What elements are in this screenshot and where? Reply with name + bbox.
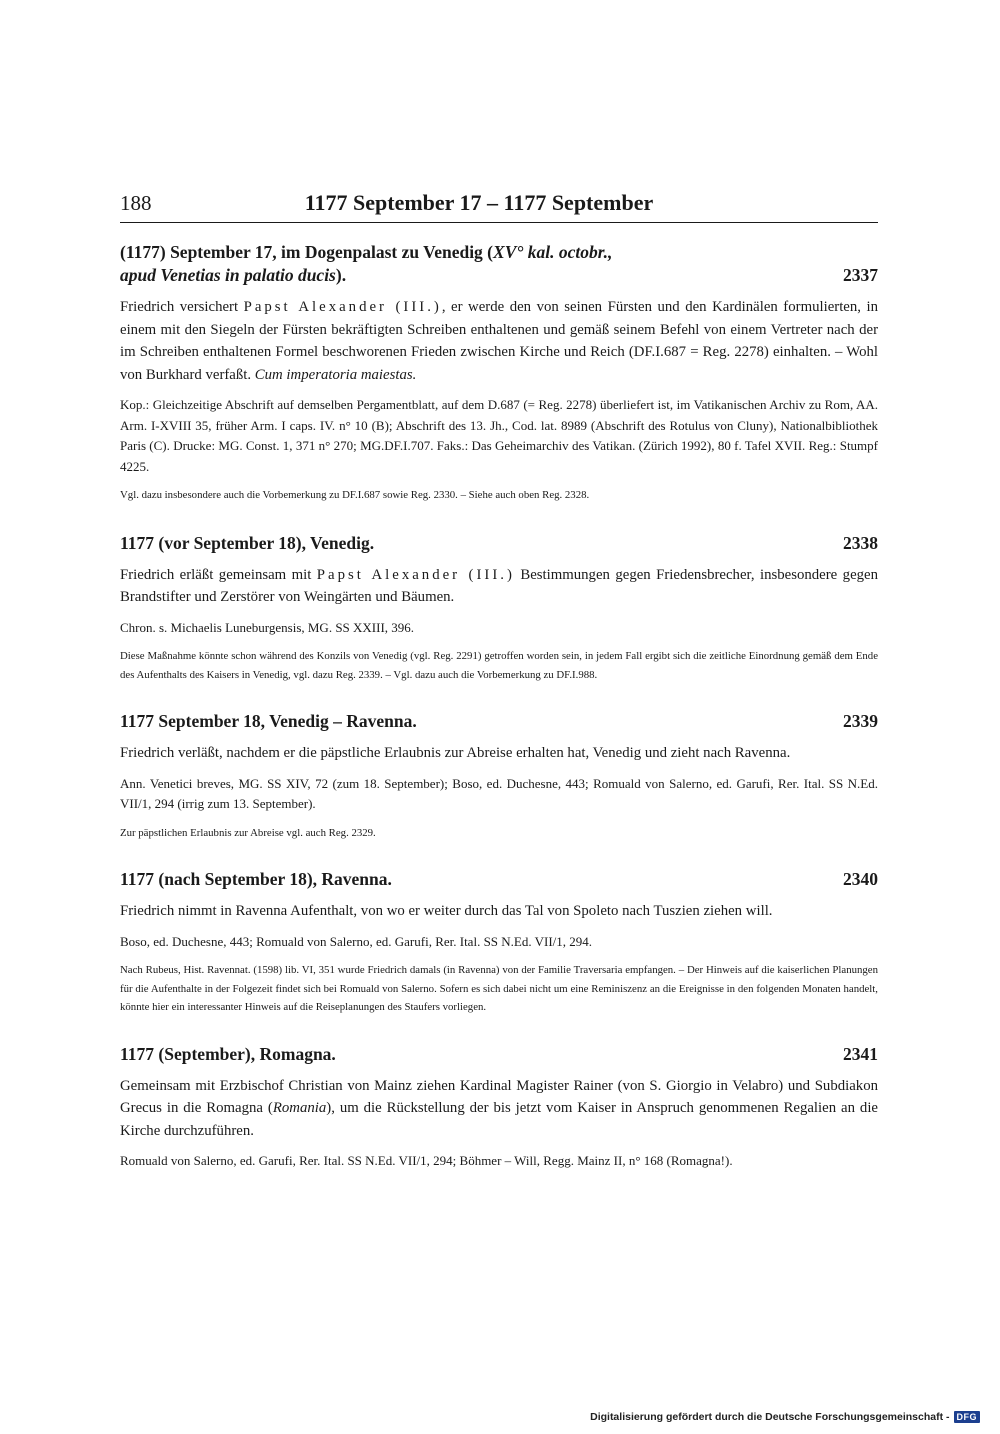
regest-number: 2341 — [843, 1043, 878, 1064]
regest-entry-2341 — [120, 1043, 878, 1172]
regest-note: Zur päpstlichen Erlaubnis zur Abreise vgl. auch Reg. 2329. — [120, 826, 376, 839]
regest-entry-2337 — [120, 241, 878, 505]
regest-text: Friedrich versichert Papst Alexander (III.), er werde den von seinen Fürsten und den Kardinälen formulierten, in einem mit den Siegeln der Fürsten bekräftigten Schreiben enthaltenen und gemäß seinem Befehl von einem Vertreter nach der im Schreiben enthaltenen Formel beschworenen Frieden zwischen Kirche und Reich (DF.I.687 = Reg. 2278) einhalten. – Wohl von Burkhard verfaßt. Cum imperatoria maiestas. — [120, 299, 878, 383]
entry-heading — [120, 710, 878, 733]
regest-text: Friedrich erläßt gemeinsam mit Papst Alexander (III.) Bestimmungen gegen Friedensbrecher, insbesondere gegen Brandstifter und Zerstörer von Weingärten und Bäumen. — [120, 566, 879, 605]
running-title: 1177 September 17 – 1177 September — [304, 190, 654, 215]
regest-entry-2339 — [120, 710, 878, 842]
regest-number: 2338 — [843, 532, 878, 553]
regest-text: Friedrich verläßt, nachdem er die päpstliche Erlaubnis zur Abreise erhalten hat, Venedig und zieht nach Ravenna. — [120, 745, 791, 761]
regest-text: Gemeinsam mit Erzbischof Christian von Mainz ziehen Kardinal Magister Rainer (von S. Giorgio in Velabro) und Subdiakon Grecus in die Romagna (Romania), um die Rückstellung der bis jetzt vom Kaiser in Anspruch genommenen Regalien an die Kirche durchzuführen. — [120, 1077, 878, 1139]
dfg-logo: DFG — [954, 1411, 981, 1423]
heading-text: 1177 (nach September 18), Ravenna. — [120, 869, 392, 889]
regest-sources: Boso, ed. Duchesne, 443; Romuald von Salerno, ed. Garufi, Rer. Ital. SS N.Ed. VII/1, 294. — [120, 933, 593, 949]
heading-text: (1177) September 17, im Dogenpalast zu Venedig (XV° kal. octobr., apud Venetias in palatio ducis). — [120, 242, 613, 285]
regest-note: Vgl. dazu insbesondere auch die Vorbemerkung zu DF.I.687 sowie Reg. 2330. – Siehe auch oben Reg. 2328. — [120, 489, 590, 501]
entry-heading — [120, 1043, 878, 1066]
digitization-footer — [590, 1411, 980, 1423]
regest-sources: Kop.: Gleichzeitige Abschrift auf demselben Pergamentblatt, auf dem D.687 (= Reg. 2278) überliefert ist, im Vatikanischen Archiv zu Rom, AA. Arm. I-XVIII 35, früher Arm. I caps. IV. n° 10 (B); Abschrift des 13. Jh., Cod. lat. 8989 (Abschrift des Rotulus von Cluny), Nationalbibliothek Paris (C). Drucke: MG. Const. 1, 371 n° 270; MG.DF.I.707. Faks.: Das Geheimarchiv des Vatikan. (Zürich 1992), 80 f. Tafel XVII. Reg.: Stumpf 4225. — [120, 397, 878, 474]
regest-number: 2340 — [843, 869, 878, 889]
regest-number: 2337 — [843, 265, 878, 285]
regest-text: Friedrich nimmt in Ravenna Aufenthalt, von wo er weiter durch das Tal von Spoleto nach Tuszien ziehen will. — [120, 903, 773, 919]
footer-text: Digitalisierung gefördert durch die Deutsche Forschungsgemeinschaft - — [590, 1411, 950, 1423]
page — [120, 190, 878, 1172]
regest-sources: Chron. s. Michaelis Luneburgensis, MG. SS XXIII, 396. — [120, 619, 415, 635]
regest-note: Diese Maßnahme könnte schon während des Konzils von Venedig (vgl. Reg. 2291) getroffen worden sein, in jedem Fall ergibt sich die zeitliche Einordnung gemäß dem Ende des Aufenthalts des Kaisers in Venedig, vgl. dazu Reg. 2339. – Vgl. dazu auch die Vorbemerkung zu DF.I.988. — [120, 650, 878, 681]
regest-note: Nach Rubeus, Hist. Ravennat. (1598) lib. VI, 351 wurde Friedrich damals (in Ravenna) von der Familie Traversaria empfangen. – Der Hinweis auf die kaiserlichen Planungen für die Aufenthalte in der Folgezeit findet sich bei Romuald von Salerno. Sofern es sich dabei nicht um eine Reminiszenz an die Ereignisse in den folgenden Monaten handelt, könnte hier ein interessanter Hinweis auf die Reiseplanungen des Staufers vorliegen. — [120, 964, 878, 1013]
entry-heading — [120, 868, 878, 891]
regest-sources: Ann. Venetici breves, MG. SS XIV, 72 (zum 18. September); Boso, ed. Duchesne, 443; Romuald von Salerno, ed. Garufi, Rer. Ital. SS N.Ed. VII/1, 294 (irrig zum 13. September). — [120, 775, 878, 811]
heading-text: 1177 (vor September 18), Venedig. — [120, 532, 375, 553]
entry-heading — [120, 532, 878, 555]
heading-text: 1177 September 18, Venedig – Ravenna. — [120, 711, 417, 731]
entry-heading — [120, 241, 878, 287]
running-head — [120, 190, 878, 223]
regest-entry-2340 — [120, 868, 878, 1017]
regest-sources: Romuald von Salerno, ed. Garufi, Rer. Ital. SS N.Ed. VII/1, 294; Böhmer – Will, Regg. Mainz II, n° 168 (Romagna!). — [120, 1153, 733, 1168]
page-number: 188 — [120, 191, 152, 215]
heading-text: 1177 (September), Romagna. — [120, 1043, 336, 1064]
regest-number: 2339 — [843, 711, 878, 731]
regest-entry-2338 — [120, 532, 878, 685]
